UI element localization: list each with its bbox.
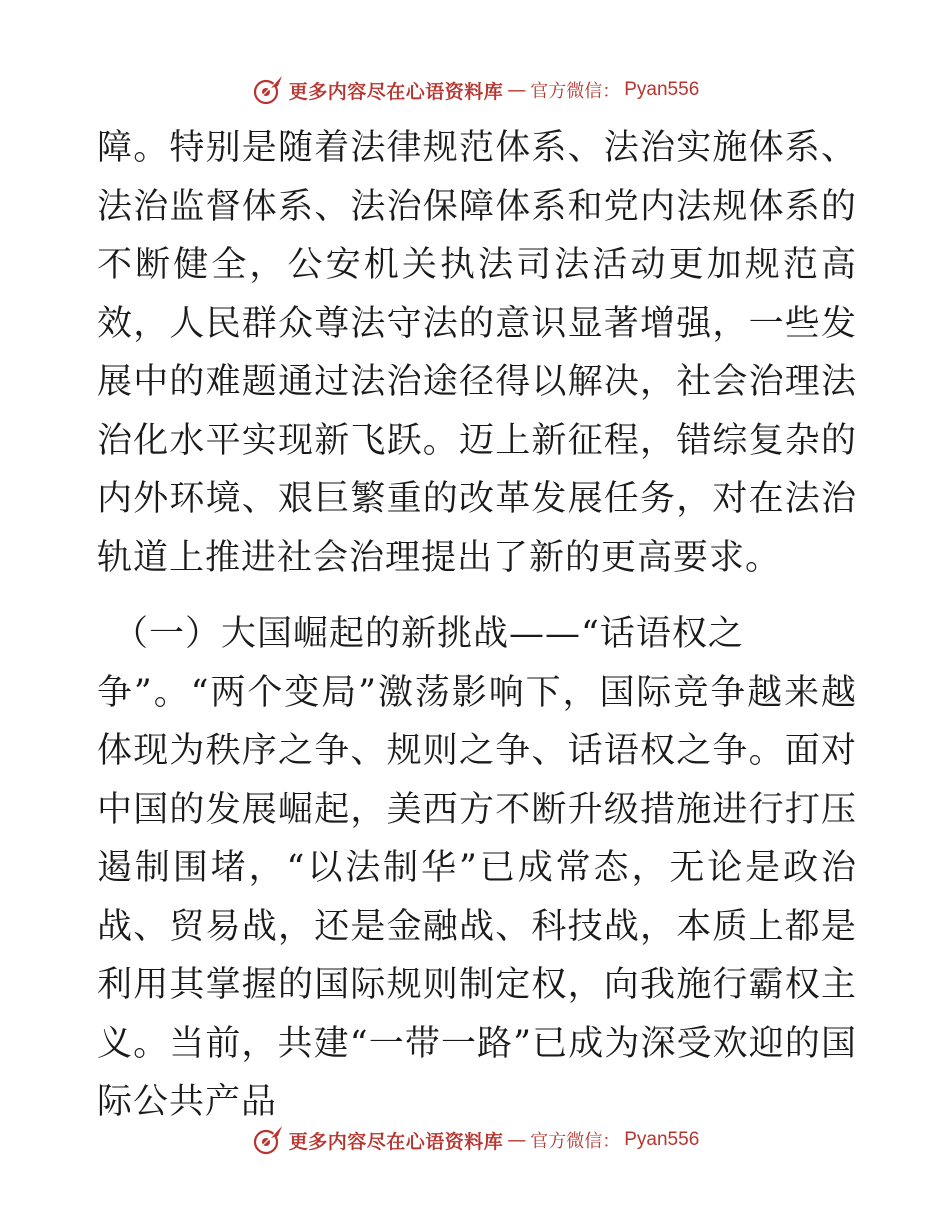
banner-wechat-label: 官方微信： [530,1131,621,1152]
footer-watermark-banner [0,1120,950,1160]
banner-dash: — [507,1129,527,1151]
banner-brand-text: 更多内容尽在心语资料库 [288,1130,504,1153]
paragraph-2 [97,605,857,1132]
banner-dash: — [507,79,527,101]
banner-wechat-id: Pyan556 [624,1129,700,1150]
banner-wechat-label: 官方微信： [530,81,621,102]
header-watermark-banner [0,70,950,110]
paragraph-2-body: 争”。“两个变局”激荡影响下，国际竞争越来越体现为秩序之争、规则之争、话语权之争。面对中国的发展崛起，美西方不断升级措施进行打压遏制围堵，“以法制华”已成常态，无论是政治战、贸易战，还是金融战、科技战，本质上都是利用其掌握的国际规则制定权，向我施行霸权主义。当前，共建“一带一路”已成为深受欢迎的国际公共产品 [97,672,857,1122]
paragraph-1: 障。特别是随着法律规范体系、法治实施体系、法治监督体系、法治保障体系和党内法规体系的不断健全，公安机关执法司法活动更加规范高效，人民群众尊法守法的意识显著增强，一些发展中的难题通过法治途径得以解决，社会治理法治化水平实现新飞跃。迈上新征程，错综复杂的内外环境、艰巨繁重的改革发展任务，对在法治轨道上推进社会治理提出了新的更高要求。 [97,128,857,578]
banner-brand-text: 更多内容尽在心语资料库 [288,80,504,103]
quill-logo-icon [251,73,285,107]
banner-wechat-id: Pyan556 [624,79,700,100]
document-body [97,119,857,1132]
section-heading: （一）大国崛起的新挑战——“话语权之 [113,614,744,654]
quill-logo-icon [251,1123,285,1157]
